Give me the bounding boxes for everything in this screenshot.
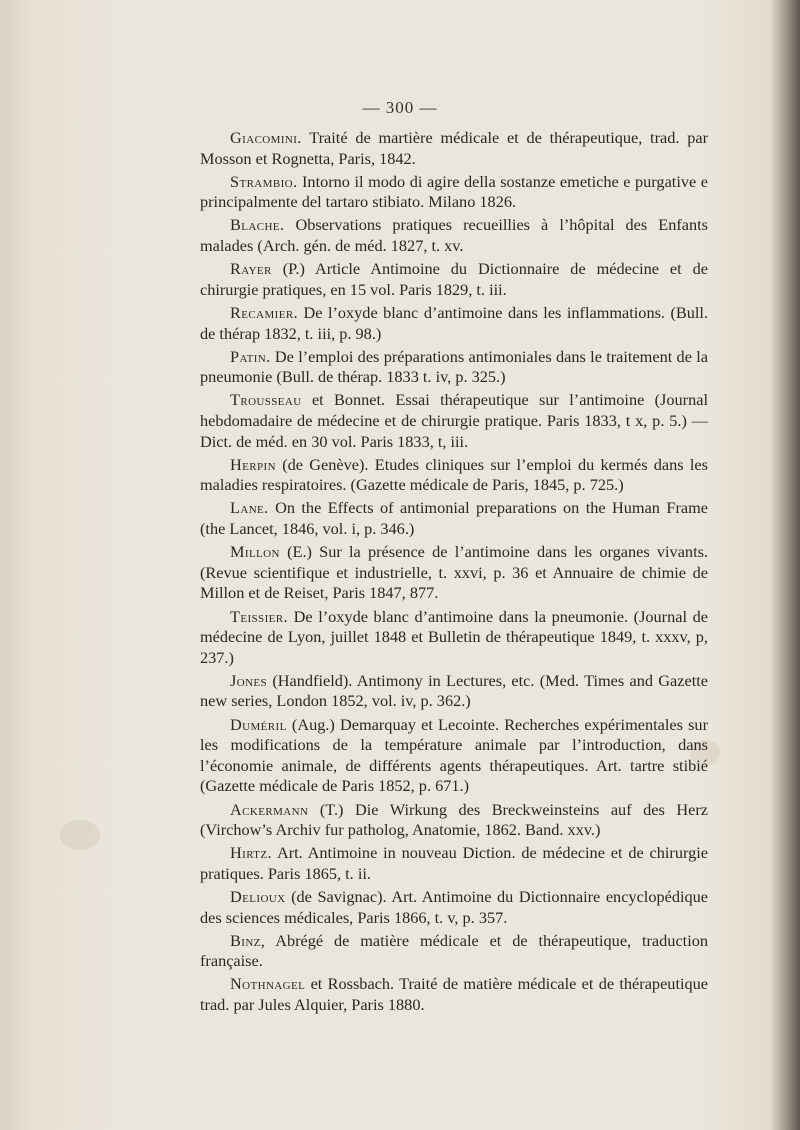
entry-author: Nothnagel	[230, 974, 306, 994]
bibliography-entry	[200, 800, 708, 841]
bibliography-entry	[200, 931, 708, 972]
entry-text: (de Savignac). Art. Antimoine du Dictionnaire encyclopédique des sciences médicales, Paris 1866, t. v, p. 357.	[200, 886, 708, 927]
bibliography-entry	[200, 542, 708, 604]
bibliography-entry	[200, 887, 708, 928]
entry-author: Duméril	[230, 714, 287, 734]
bibliography-entry	[200, 671, 708, 712]
entry-author: Herpin	[230, 454, 276, 474]
entry-author: Hirtz.	[230, 843, 273, 863]
entry-text: Observations pratiques recueillies à l’hôpital des Enfants malades (Arch. gén. de méd. 1827, t. xv.	[200, 215, 708, 256]
entry-text: Art. Antimoine in nouveau Diction. de médecine et de chirurgie pratiques. Paris 1865, t. ii.	[200, 843, 708, 883]
entry-author: Patin.	[230, 346, 271, 366]
entry-author: Jones	[230, 670, 268, 690]
bibliography-entry	[200, 172, 708, 213]
entry-text: (Handfield). Antimony in Lectures, etc. (Med. Times and Gazette new series, London 1852, vol. iv, p. 362.)	[200, 670, 708, 711]
entry-author: Delioux	[230, 886, 286, 906]
entry-text: (E.) Sur la présence de l’antimoine dans les organes vivants. (Revue scientifique et industrielle, t. xxvi, p. 36 et Annuaire de chimie de Millon et de Reiset, Paris 1847, 877.	[200, 542, 708, 603]
entry-author: Teissier.	[230, 606, 288, 626]
page-number: — 300 —	[362, 98, 438, 117]
bibliography-list	[200, 128, 708, 1018]
entry-text: (Aug.) Demarquay et Lecointe. Recherches expérimentales sur les modifications de la température animale par l’introduction, dans l’économie animale, de différents agents thérapeutiques. Art. tartre stibié (Gazette médicale de Paris 1852, p. 671.)	[200, 714, 708, 796]
entry-author: Trousseau	[230, 390, 302, 410]
entry-text: Traité de martière médicale et de thérapeutique, trad. par Mosson et Rognetta, Paris, 1842.	[200, 128, 708, 168]
bibliography-entry	[200, 259, 708, 300]
entry-text: De l’oxyde blanc d’antimoine dans les inflammations. (Bull. de thérap 1832, t. iii, p. 98.)	[200, 302, 708, 343]
entry-text: (T.) Die Wirkung des Breckweinsteins auf des Herz (Virchow’s Archiv fur patholog, Anatomie, 1862. Band. xxv.)	[200, 799, 708, 840]
entry-author: Strambio.	[230, 171, 298, 191]
bibliography-entry	[200, 455, 708, 496]
entry-author: Millon	[230, 542, 280, 562]
bibliography-entry	[200, 607, 708, 669]
entry-text: et Rossbach. Traité de matière médicale et de thérapeutique trad. par Jules Alquier, Paris 1880.	[200, 974, 708, 1015]
bibliography-entry	[200, 347, 708, 388]
entry-author: Binz,	[230, 930, 266, 950]
bibliography-entry	[200, 390, 708, 452]
bibliography-entry	[200, 974, 708, 1015]
entry-author: Ackermann	[230, 799, 309, 819]
entry-author: Lane.	[230, 498, 269, 518]
entry-text: De l’emploi des préparations antimoniales dans le traitement de la pneumonie (Bull. de thérap. 1833 t. iv, p. 325.)	[200, 346, 708, 387]
entry-author: Rayer	[230, 259, 272, 279]
entry-text: On the Effects of antimonial preparations on the Human Frame (the Lancet, 1846, vol. i, p. 346.)	[200, 498, 708, 539]
entry-author: Blache.	[230, 215, 285, 235]
entry-text: (de Genève). Etudes cliniques sur l’emploi du kermés dans les maladies respiratoires. (Gazette médicale de Paris, 1845, p. 725.)	[200, 454, 708, 495]
entry-text: Abrégé de matière médicale et de thérapeutique, traduction française.	[200, 930, 708, 971]
bibliography-entry	[200, 128, 708, 169]
entry-text: et Bonnet. Essai thérapeutique sur l’antimoine (Journal hebdomadaire de médecine et de chirurgie pratique. Paris 1833, t x, p. 5.) — Dict. de méd. en 30 vol. Paris 1833, t, iii.	[200, 390, 708, 451]
entry-text: Intorno il modo di agire della sostanze emetiche e purgative e principalmente del tartaro stibiato. Milano 1826.	[200, 171, 708, 212]
bibliography-entry	[200, 843, 708, 884]
paper-stain	[60, 820, 100, 850]
bibliography-entry	[200, 215, 708, 256]
entry-author: Recamier.	[230, 302, 299, 322]
entry-text: De l’oxyde blanc d’antimoine dans la pneumonie. (Journal de médecine de Lyon, juillet 1848 et Bulletin de thérapeutique 1849, t. xxxv, p, 237.)	[200, 606, 708, 667]
entry-author: Giacomini.	[230, 128, 302, 147]
bibliography-entry	[200, 303, 708, 344]
bibliography-entry	[200, 715, 708, 797]
bibliography-entry	[200, 498, 708, 539]
entry-text: (P.) Article Antimoine du Dictionnaire de médecine et de chirurgie pratiques, en 15 vol. Paris 1829, t. iii.	[200, 259, 708, 299]
